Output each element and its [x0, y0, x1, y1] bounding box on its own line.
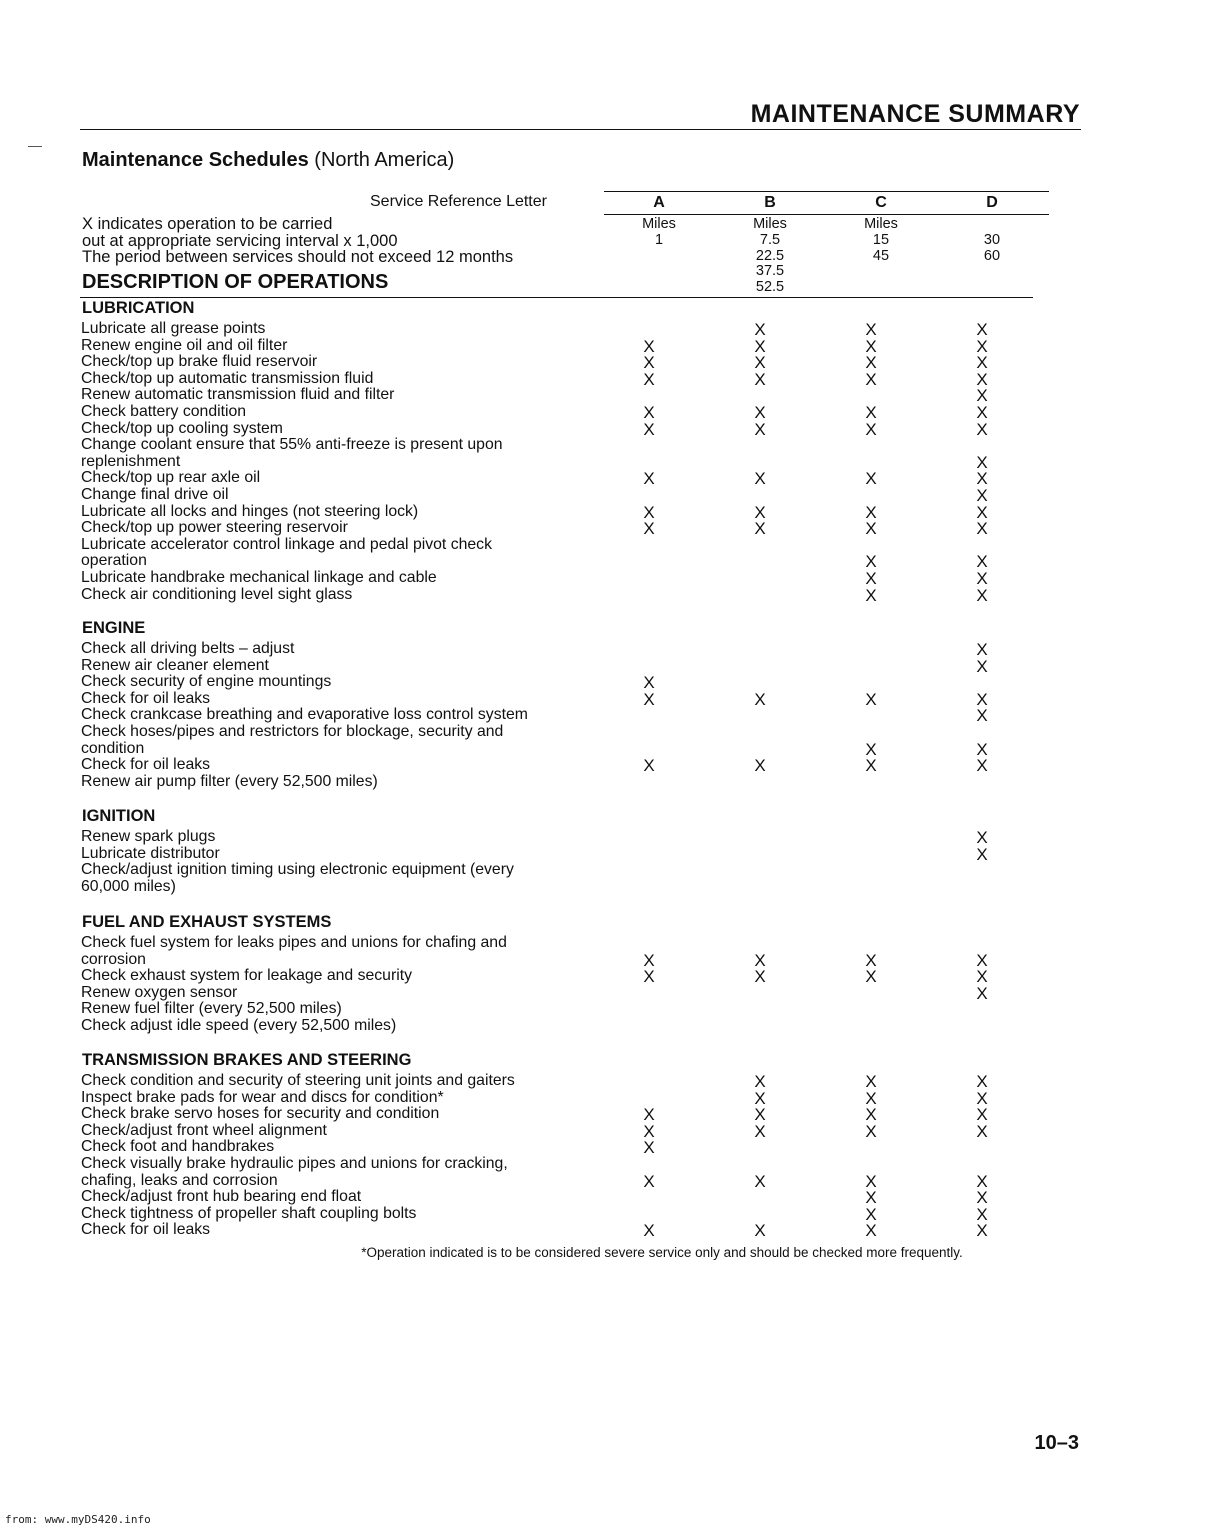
mark-b: X: [754, 369, 766, 389]
mark-d: X: [976, 585, 988, 605]
mark-c: X: [865, 403, 877, 422]
operation-text: Check/adjust front hub bearing end float: [81, 1188, 362, 1206]
margin-mark: [28, 146, 42, 147]
operation-text: Change final drive oil: [81, 486, 229, 503]
mark-a: X: [643, 403, 655, 422]
operation-text: Change coolant ensure that 55% anti-freeze is present upon: [81, 436, 503, 454]
mark-c: X: [865, 419, 877, 439]
operation-text: Check air conditioning level sight glass: [81, 585, 353, 603]
mark-b: X: [754, 419, 766, 439]
mark-c: X: [865, 519, 877, 539]
schedules-title: [82, 149, 454, 172]
mark-d: X: [976, 1188, 988, 1208]
mark-a: X: [643, 519, 655, 539]
mark-c: X: [865, 950, 877, 970]
operation-text: condition: [81, 739, 145, 757]
page-number: 10–3: [1034, 1432, 1079, 1454]
mark-d: X: [976, 828, 988, 847]
section-heading: FUEL AND EXHAUST SYSTEMS: [82, 913, 332, 931]
column-letter-c: C: [875, 194, 887, 211]
mark-b: X: [754, 950, 766, 970]
mark-c: X: [865, 1204, 877, 1224]
operation-text: Renew oxygen sensor: [81, 983, 238, 1001]
intro-line: out at appropriate servicing interval x 1,000: [82, 231, 398, 250]
mark-c: X: [865, 1171, 877, 1191]
mark-c: X: [865, 1121, 877, 1141]
mark-d: X: [976, 844, 988, 864]
mark-a: X: [643, 967, 655, 987]
miles-label: Miles: [864, 216, 898, 232]
mark-a: X: [643, 1105, 655, 1125]
mark-d: X: [976, 336, 988, 356]
mark-d: X: [976, 369, 988, 389]
mark-a: X: [643, 336, 655, 356]
mark-b: X: [754, 1221, 766, 1241]
miles-value: 52.5: [755, 279, 785, 296]
operation-text: Lubricate all locks and hinges (not steering lock): [81, 502, 419, 520]
miles-value: 60: [983, 247, 1001, 264]
operation-text: Renew fuel filter (every 52,500 miles): [81, 1000, 342, 1018]
mark-b: X: [754, 353, 766, 373]
operation-text: Lubricate accelerator control linkage and pedal pivot check: [81, 535, 492, 553]
mark-d: X: [976, 1221, 988, 1241]
mark-d: X: [976, 403, 988, 422]
column-letter-d: D: [986, 194, 998, 211]
description-rule: [80, 297, 1033, 298]
column-letter-a: A: [653, 194, 665, 211]
operation-text: Check/top up brake fluid reservoir: [81, 353, 318, 371]
operation-text: Check brake servo hoses for security and condition: [81, 1105, 440, 1123]
mark-d: X: [976, 739, 988, 759]
mark-a: X: [643, 673, 655, 693]
operation-text: Check tightness of propeller shaft coupling bolts: [81, 1204, 417, 1222]
mark-c: X: [865, 967, 877, 987]
mark-a: X: [643, 756, 655, 776]
operation-text: corrosion: [81, 950, 146, 968]
mark-c: X: [865, 369, 877, 389]
mark-d: X: [976, 469, 988, 489]
operation-text: operation: [81, 552, 147, 570]
mark-c: X: [865, 585, 877, 605]
mark-b: X: [754, 1072, 766, 1091]
operation-text: Renew engine oil and oil filter: [81, 336, 288, 354]
mark-c: X: [865, 469, 877, 489]
mark-b: X: [754, 1105, 766, 1125]
mark-b: X: [754, 336, 766, 356]
mark-b: X: [754, 1171, 766, 1191]
mark-a: X: [643, 353, 655, 373]
mark-a: X: [643, 469, 655, 489]
section-heading: LUBRICATION: [82, 299, 195, 317]
operation-text: Check security of engine mountings: [81, 673, 332, 691]
header-top-rule: [604, 191, 1049, 192]
mark-d: X: [976, 950, 988, 970]
mark-a: X: [643, 419, 655, 439]
mark-d: X: [976, 569, 988, 588]
operation-text: Check visually brake hydraulic pipes and unions for cracking,: [81, 1155, 508, 1172]
miles-value: 30: [983, 231, 1001, 248]
mark-b: X: [754, 519, 766, 539]
mark-d: X: [976, 756, 988, 776]
miles-value: 15: [872, 231, 890, 248]
mark-c: X: [865, 1221, 877, 1241]
operation-text: Check crankcase breathing and evaporative loss control system: [81, 706, 528, 724]
mark-a: X: [643, 1171, 655, 1191]
intro-line: The period between services should not exceed 12 months: [82, 248, 514, 267]
mark-a: X: [643, 369, 655, 389]
mark-d: X: [976, 486, 988, 505]
mark-b: X: [754, 756, 766, 776]
mark-b: X: [754, 967, 766, 987]
miles-column-b: [720, 217, 820, 296]
operation-text: Check all driving belts – adjust: [81, 640, 295, 657]
operation-text: Check condition and security of steering unit joints and gaiters: [81, 1072, 515, 1089]
operation-text: chafing, leaks and corrosion: [81, 1171, 278, 1189]
operation-text: Check fuel system for leaks pipes and unions for chafing and: [81, 934, 507, 951]
description-heading: DESCRIPTION OF OPERATIONS: [82, 271, 389, 293]
mark-d: X: [976, 1105, 988, 1125]
operation-text: replenishment: [81, 452, 181, 470]
operation-text: Renew air pump filter (every 52,500 miles): [81, 772, 378, 790]
mark-c: X: [865, 1072, 877, 1091]
mark-d: X: [976, 1072, 988, 1091]
mark-d: X: [976, 1204, 988, 1224]
mark-d: X: [976, 967, 988, 987]
miles-label: Miles: [753, 216, 787, 232]
mark-b: X: [754, 403, 766, 422]
operation-text: Renew spark plugs: [81, 828, 216, 845]
mark-b: X: [754, 320, 766, 339]
mark-c: X: [865, 739, 877, 759]
operation-text: Check/top up rear axle oil: [81, 469, 261, 487]
operation-text: Lubricate all grease points: [81, 320, 266, 337]
mark-b: X: [754, 469, 766, 489]
operation-text: Lubricate handbrake mechanical linkage and cable: [81, 569, 437, 586]
mark-c: X: [865, 689, 877, 709]
operation-text: Check for oil leaks: [81, 756, 211, 774]
mark-d: X: [976, 983, 988, 1003]
mark-b: X: [754, 1121, 766, 1141]
mark-c: X: [865, 502, 877, 522]
mark-c: X: [865, 1188, 877, 1208]
miles-column-c: [831, 217, 931, 264]
mark-d: X: [976, 640, 988, 659]
mark-d: X: [976, 689, 988, 709]
service-reference-label: Service Reference Letter: [370, 193, 547, 210]
mark-c: X: [865, 1088, 877, 1108]
operation-text: Check adjust idle speed (every 52,500 miles): [81, 1017, 397, 1034]
mark-c: X: [865, 569, 877, 588]
mark-a: X: [643, 1221, 655, 1241]
title-rule: [80, 129, 1081, 130]
mark-c: X: [865, 1105, 877, 1125]
column-letter-b: B: [764, 194, 776, 211]
mark-c: X: [865, 756, 877, 776]
section-heading: ENGINE: [82, 619, 146, 637]
mark-a: X: [643, 950, 655, 970]
section-heading: IGNITION: [82, 807, 156, 825]
operation-text: Inspect brake pads for wear and discs for condition*: [81, 1088, 444, 1106]
miles-value: 45: [872, 247, 890, 264]
mark-c: X: [865, 336, 877, 356]
operation-text: Check/adjust front wheel alignment: [81, 1121, 327, 1139]
mark-d: X: [976, 419, 988, 439]
operation-text: Check for oil leaks: [81, 1221, 211, 1239]
section-heading: TRANSMISSION BRAKES AND STEERING: [82, 1051, 412, 1069]
schedules-title-region: (North America): [308, 149, 455, 171]
operation-text: Check for oil leaks: [81, 689, 211, 707]
operation-text: Check battery condition: [81, 403, 247, 420]
mark-a: X: [643, 689, 655, 709]
page-title: MAINTENANCE SUMMARY: [750, 100, 1080, 128]
mark-b: X: [754, 1088, 766, 1108]
mark-d: X: [976, 706, 988, 726]
operation-text: Lubricate distributor: [81, 844, 220, 862]
footnote: *Operation indicated is to be considered severe service only and should be checked more frequently.: [361, 1245, 963, 1260]
miles-label: Miles: [642, 216, 676, 232]
mark-d: X: [976, 320, 988, 339]
mark-d: X: [976, 552, 988, 572]
mark-a: X: [643, 1138, 655, 1158]
operation-text: Check/top up power steering reservoir: [81, 519, 348, 537]
miles-value: 7.5: [759, 231, 781, 248]
mark-a: X: [643, 1121, 655, 1141]
operation-text: Renew air cleaner element: [81, 656, 269, 674]
operation-text: Check hoses/pipes and restrictors for blockage, security and: [81, 723, 504, 740]
intro-text: [82, 216, 513, 266]
mark-d: X: [976, 386, 988, 406]
mark-c: X: [865, 552, 877, 572]
miles-value: 22.5: [755, 247, 785, 264]
miles-value: 1: [654, 231, 664, 248]
mark-d: X: [976, 519, 988, 539]
miles-column-d: [942, 217, 1042, 264]
operation-text: Check exhaust system for leakage and security: [81, 967, 413, 985]
intro-line: X indicates operation to be carried: [82, 215, 333, 233]
mark-d: X: [976, 656, 988, 676]
operation-text: Check/top up cooling system: [81, 419, 283, 437]
miles-value: 37.5: [755, 263, 785, 280]
mark-d: X: [976, 452, 988, 472]
schedules-title-bold: Maintenance Schedules: [82, 149, 309, 171]
operation-text: Check/top up automatic transmission fluid: [81, 369, 374, 387]
mark-a: X: [643, 502, 655, 522]
operation-text: Renew automatic transmission fluid and filter: [81, 386, 395, 404]
operation-text: 60,000 miles): [81, 877, 176, 895]
operation-text: Check/adjust ignition timing using electronic equipment (every: [81, 861, 514, 879]
mark-d: X: [976, 502, 988, 522]
mark-b: X: [754, 689, 766, 709]
mark-d: X: [976, 1088, 988, 1108]
miles-column-a: [609, 217, 709, 249]
operation-text: Check foot and handbrakes: [81, 1138, 275, 1156]
mark-c: X: [865, 320, 877, 339]
header-letter-rule: [604, 214, 1049, 215]
mark-c: X: [865, 353, 877, 373]
mark-b: X: [754, 502, 766, 522]
mark-d: X: [976, 1121, 988, 1141]
source-stamp: from: www.myDS420.info: [5, 1513, 151, 1526]
mark-d: X: [976, 353, 988, 373]
mark-d: X: [976, 1171, 988, 1191]
miles-label: [942, 217, 1042, 233]
